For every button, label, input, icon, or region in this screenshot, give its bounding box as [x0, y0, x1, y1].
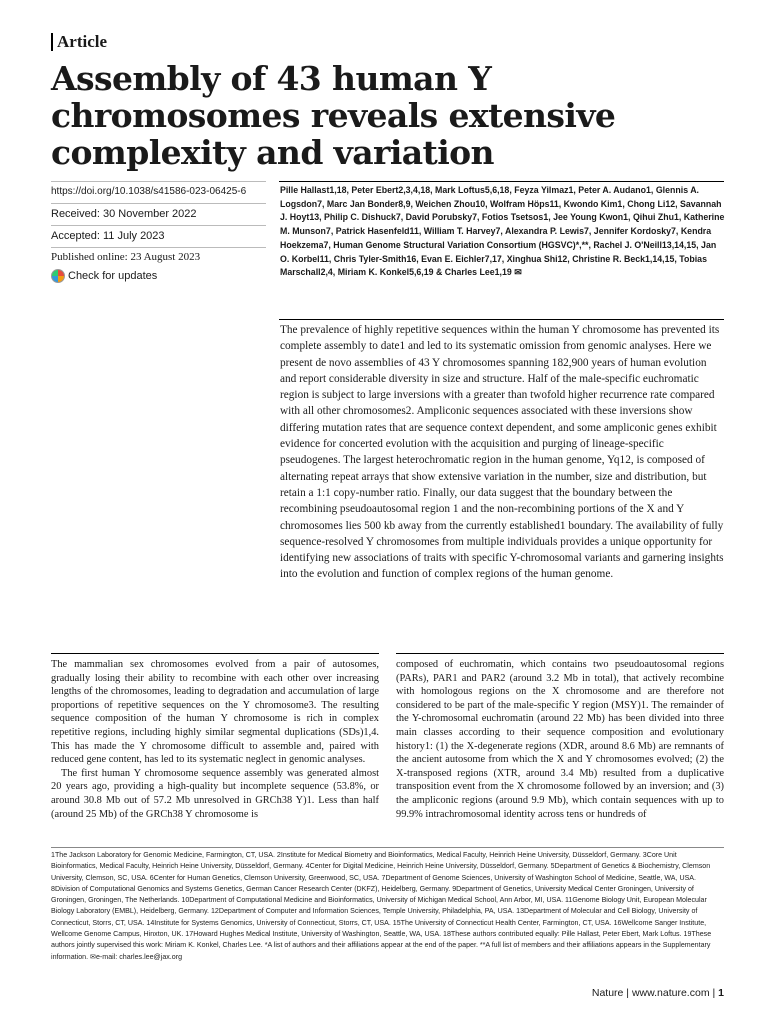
- footer-separator: |: [626, 987, 630, 999]
- journal-site-link[interactable]: www.nature.com: [631, 987, 710, 999]
- body-paragraph: composed of euchromatin, which contains two pseudoautosomal regions (PARs), PAR1 and PAR2 (around 3.2 Mb in total), that actively recombine with homologous regions on the X chromosome and are therefore not considered to be part of the male-specific Y region (MSY)1. The remainder of the Y-chromosomal euchromatin (around 22 Mb) has been divided into three main classes according to their sequence composition and evolutionary history1: (1) the X-degenerate regions (XDR, around 8.6 Mb) are remnants of the ancient autosome from which the X and Y chromosomes evolved; (2) the X-transposed regions (XTR, around 3.4 Mb) resulted from a duplicative transposition event from the X chromosome followed by an inversion; and (3) the ampliconic regions (around 9.9 Mb), which contain sequences with up to 99.9% intrachromosomal identity across tens or hundreds of: [396, 659, 724, 820]
- footer-separator: |: [712, 987, 716, 999]
- body-paragraph: The first human Y chromosome sequence assembly was generated almost 20 years ago, providing a high-quality but incomplete sequence (53.8%, or around 30.8 Mb out of 57.2 Mb unresolved in GRCh38 Y)1. Less than half (around 25 Mb) of the GRCh38 Y chromosome is: [51, 767, 379, 820]
- doi-link[interactable]: https://doi.org/10.1038/s41586-023-06425-6: [51, 186, 247, 197]
- divider: [279, 181, 724, 182]
- divider: [51, 225, 266, 226]
- crossmark-icon: [51, 269, 65, 283]
- divider: [279, 319, 724, 320]
- page-footer: [592, 987, 724, 999]
- divider: [51, 653, 379, 654]
- journal-name: Nature: [591, 987, 624, 999]
- body-column-right: [396, 658, 724, 821]
- accepted-date: Accepted: 11 July 2023: [51, 230, 165, 242]
- article-label-bar: [51, 33, 53, 51]
- check-for-updates-button[interactable]: [51, 269, 157, 283]
- article-title: Assembly of 43 human Y chromosomes reveals extensive complexity and variation: [51, 59, 616, 172]
- divider: [51, 203, 266, 204]
- body-paragraph: The mammalian sex chromosomes evolved from a pair of autosomes, gradually losing their ability to recombine with each other over increasing lengths of the chromosomes, leading to degradation and accumulation of large proportions of repetitive sequences on the Y chromosome3. The resulting sequence composition of the human Y chromosome is rich in complex repetitive regions, including highly similar segmental duplications (SDs)1,4. This has made the Y chromosome difficult to assemble and, paired with reduced gene content, has led to its systematic neglect in genomic analyses.: [51, 659, 379, 766]
- author-list: Pille Hallast1,18, Peter Ebert2,3,4,18, Mark Loftus5,6,18, Feyza Yilmaz1, Peter A. Audano1, Glennis A. Logsdon7, Marc Jan Bonder8,9, Weichen Zhou10, Wolfram Höps11, Kwondo Kim1, Chong Li12, Savannah J. Hoyt13, Philip C. Dishuck7, David Porubsky7, Fotios Tsetsos1, Jee Young Kwon1, Qihui Zhu1, Katherine M. Munson7, Patrick Hasenfeld11, William T. Harvey7, Alexandra P. Lewis7, Jennifer Kordosky7, Kendra Hoekzema7, Human Genome Structural Variation Consortium (HGSVC)*,**, Rachel J. O'Neill13,14,15, Jan O. Korbel11, Chris Tyler-Smith16, Evan E. Eichler7,17, Xinghua Shi12, Christine R. Beck1,14,15, Tobias Marschall2,4, Miriam K. Konkel5,6,19 & Charles Lee1,19 ✉: [280, 185, 725, 278]
- abstract: The prevalence of highly repetitive sequences within the human Y chromosome has prevented its complete assembly to date1 and led to its systematic omission from genomic analyses. Here we present de novo assemblies of 43 Y chromosomes spanning 182,900 years of human evolution and report considerable diversity in size and structure. Half of the male-specific euchromatic region is subject to large inversions with a greater than twofold higher recurrence rate compared with all other chromosomes2. Ampliconic sequences associated with these inversions show differing mutation rates that are sequence context dependent, and some ampliconic genes exhibit evidence for concerted evolution with the acquisition and purging of lineage-specific pseudogenes. The largest heterochromatic region in the human genome, Yq12, is composed of alternating repeat arrays that show extensive variation in the number, size and distribution, but retain a 1:1 copy-number ratio. Finally, our data suggest that the boundary between the recombining pseudoautosomal region 1 and the non-recombining portions of the X and Y chromosomes lies 500 kb away from the currently established1 boundary. The availability of fully sequence-resolved Y chromosomes from multiple individuals provides a unique opportunity for identifying new associations of traits with specific Y-chromosomal variants and garnering insights into the evolution and function of complex regions of the human genome.: [280, 324, 724, 581]
- page-number: 1: [718, 987, 724, 999]
- body-column-left: [51, 658, 379, 821]
- published-date: Published online: 23 August 2023: [51, 251, 201, 263]
- divider: [51, 247, 266, 248]
- received-date: Received: 30 November 2022: [51, 208, 197, 220]
- divider: [396, 653, 724, 654]
- check-for-updates-label: Check for updates: [68, 270, 158, 282]
- divider: [51, 181, 266, 182]
- article-label: Article: [57, 32, 108, 51]
- affiliations-footnotes: 1The Jackson Laboratory for Genomic Medicine, Farmington, CT, USA. 2Institute for Medical Biometry and Bioinformatics, Medical Faculty, Heinrich Heine University, Düsseldorf, Germany. 3Core Unit Bioinformatics, Medical Faculty, Heinrich Heine University, Düsseldorf, Germany. 4Center for Digital Medicine, Heinrich Heine University, Düsseldorf, Germany. 5Department of Genetics & Biochemistry, Clemson University, Clemson, SC, USA. 6Center for Human Genetics, Clemson University, Greenwood, SC, USA. 7Department of Genome Sciences, University of Washington School of Medicine, Seattle, WA, USA. 8Division of Computational Genomics and Systems Genetics, German Cancer Research Center (DKFZ), Heidelberg, Germany. 9Department of Genetics, University Medical Center Groningen, University of Groningen, Groningen, The Netherlands. 10Department of Computational Medicine and Bioinformatics, University of Michigan Medical School, Ann Arbor, MI, USA. 11Genome Biology Unit, European Molecular Biology Laboratory (EMBL), Heidelberg, Germany. 12Department of Computer and Information Sciences, Temple University, Philadelphia, PA, USA. 13Department of Molecular and Cell Biology, University of Connecticut, Storrs, CT, USA. 14Institute for Systems Genomics, University of Connecticut, Storrs, CT, USA. 15The University of Connecticut Health Center, Farmington, CT, USA. 16Wellcome Sanger Institute, Wellcome Genome Campus, Hinxton, UK. 17Howard Hughes Medical Institute, University of Washington, Seattle, WA, USA. 18These authors contributed equally: Pille Hallast, Peter Ebert, Mark Loftus. 19These authors jointly supervised this work: Miriam K. Konkel, Charles Lee. *A list of authors and their affiliations appear at the end of the paper. **A full list of members and their affiliations appears in the Supplementary information. ✉e-mail: charles.lee@jax.org: [51, 851, 712, 961]
- divider: [51, 847, 724, 848]
